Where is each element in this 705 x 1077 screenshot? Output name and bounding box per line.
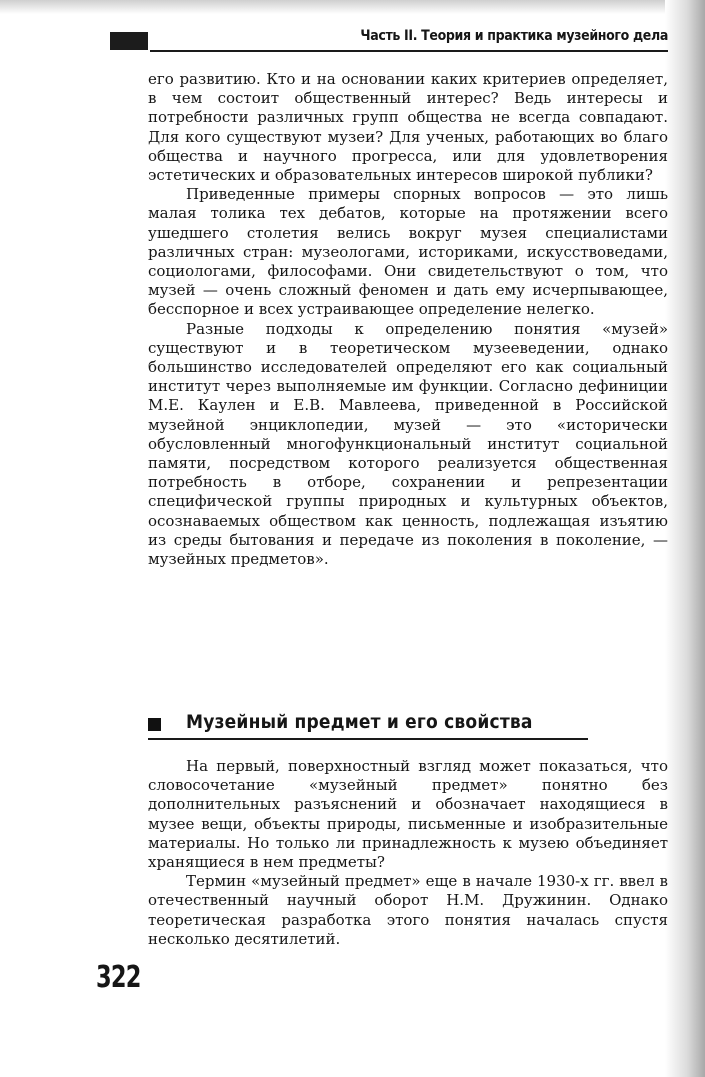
running-header: Часть II. Теория и практика музейного дела	[360, 28, 668, 44]
page-shadow-right	[665, 0, 705, 1077]
paragraph-2: Приведенные примеры спорных вопросов — это лишь малая толика тех дебатов, которые на протяжении всего ушедшего столетия велись вокруг музея специалистами различных стран: музеологами, историками, искусствоведами, социологами, философами. Они свидетельствуют о том, что музей — очень сложный феномен и дать ему исчерпывающее, бесспорное и всех устраивающее определение нелегко.	[148, 185, 668, 319]
section-heading	[148, 710, 668, 740]
page-number: 322	[96, 960, 141, 995]
section-title: Музейный предмет и его свойства	[186, 711, 533, 733]
paragraph-4: На первый, поверхностный взгляд может показаться, что словосочетание «музейный предмет» понятно без дополнительных разъяснений и обозначает находящиеся в музее вещи, объекты природы, письменные и изобразительные материалы. Но только ли принадлежность к музею объединяет хранящиеся в нем предметы?	[148, 757, 668, 872]
section-underline	[148, 738, 588, 740]
header-rule	[150, 50, 668, 52]
paragraph-1: его развитию. Кто и на основании каких критериев определяет, в чем состоит общественный интерес? Ведь интересы и потребности различных групп общества не всегда совпадают. Для кого существуют музеи? Для ученых, работающих во благо общества и научного прогресса, или для удовлетворения эстетических и образовательных интересов широкой публики?	[148, 70, 668, 185]
corner-marker	[110, 32, 148, 50]
paragraph-3: Разные подходы к определению понятия «музей» существуют и в теоретическом музееведении, однако большинство исследователей определяют его как социальный институт через выполняемые им функции. Согласно дефиниции М.Е. Каулен и Е.В. Мавлеева, приведенной в Российской музейной энциклопедии, музей — это «исторически обусловленный многофункциональный институт социальной памяти, посредством которого реализуется общественная потребность в отборе, сохранении и репрезентации специфической группы природных и культурных объектов, осознаваемых обществом как ценность, подлежащая изъятию из среды бытования и передаче из поколения в поколение, — музейных предметов».	[148, 319, 668, 569]
square-bullet-icon	[148, 718, 161, 731]
text-block-top	[148, 70, 668, 569]
paragraph-5: Термин «музейный предмет» еще в начале 1930-х гг. ввел в отечественный научный оборот Н.М. Дружинин. Однако теоретическая разработка этого понятия началась спустя несколько десятилетий.	[148, 872, 668, 948]
text-block-bottom	[148, 757, 668, 949]
page-shadow-top	[0, 0, 705, 14]
